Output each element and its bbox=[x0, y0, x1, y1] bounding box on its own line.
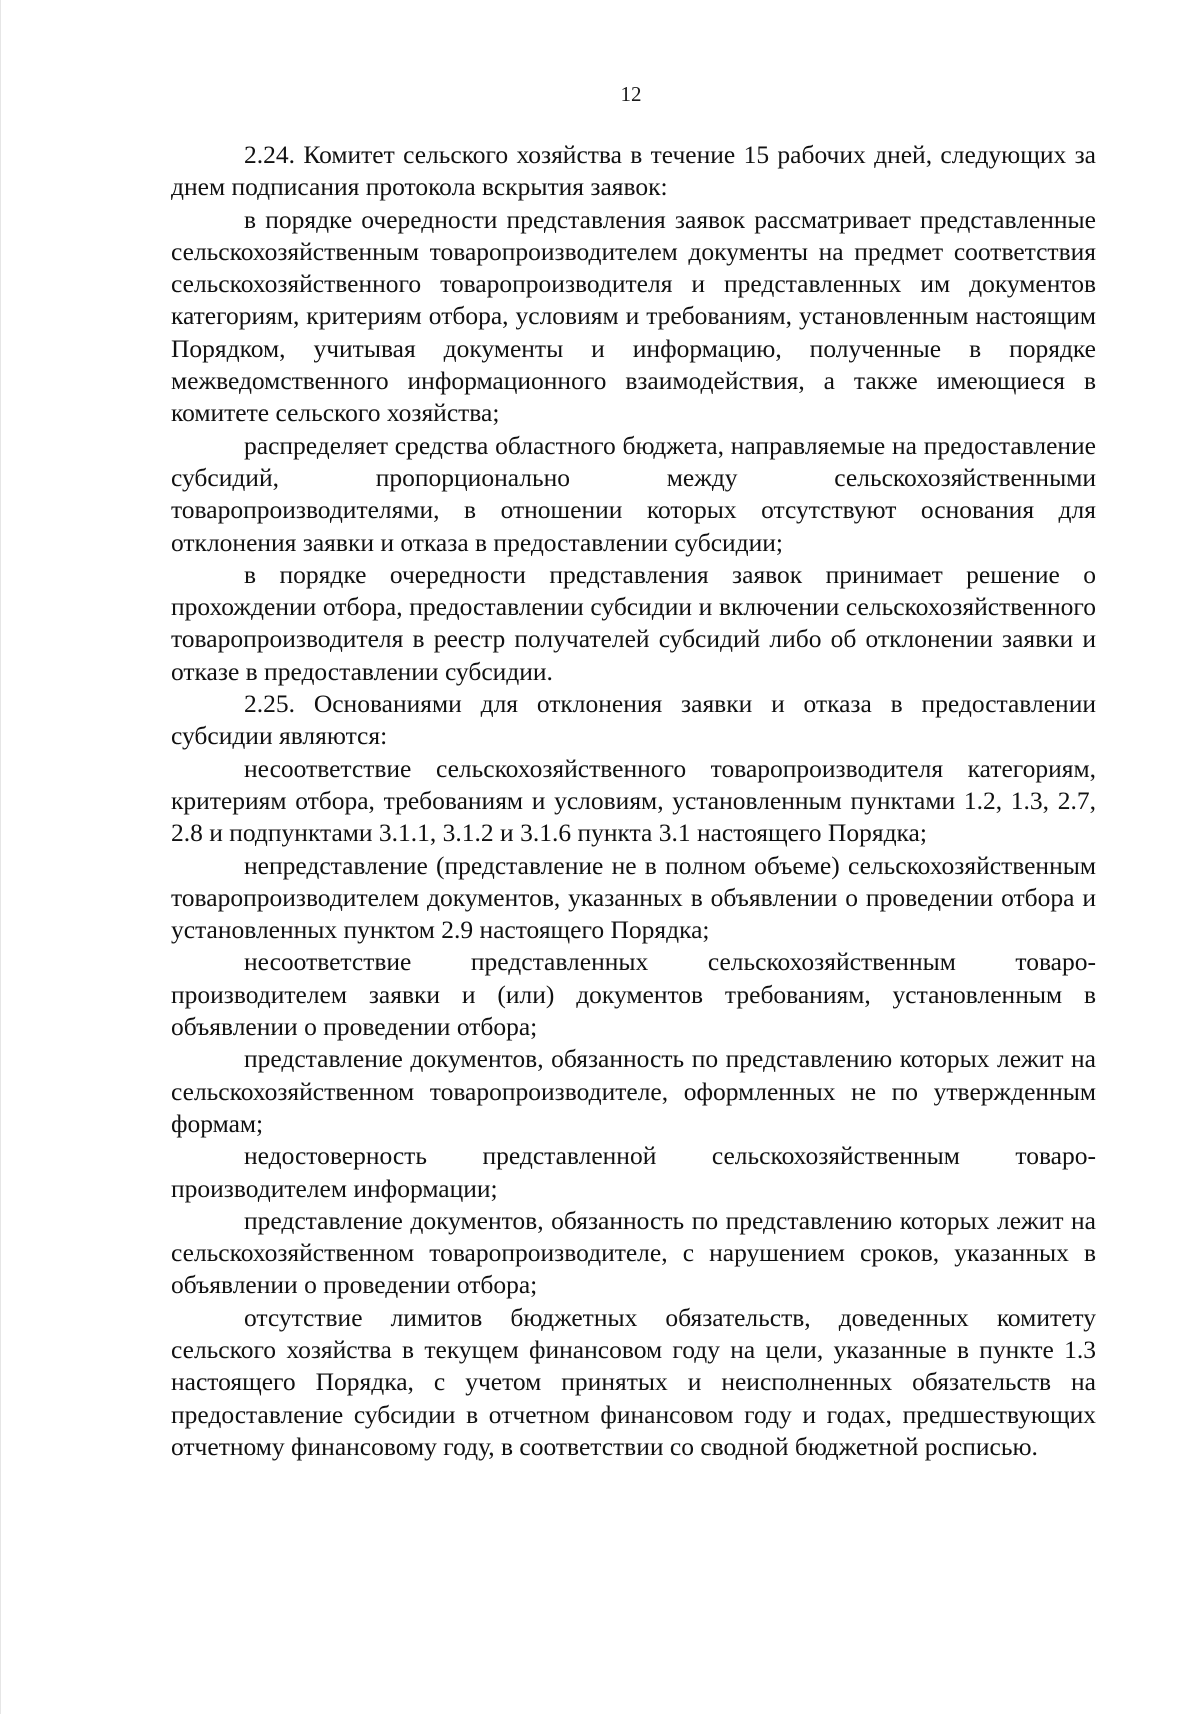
paragraph-ground-missing-documents: непредставление (представление не в полном объеме) сельскохозяйственным товаропроизводителем документов, указанных в объявлении о проведении отбора и установленных пунктом 2.9 настоящего Порядка; bbox=[171, 850, 1096, 945]
paragraph-ground-mismatch-category: несоответствие сельскохозяйственного товаропроизводителя категориям, критериям отбора, требованиям и условиям, установленным пунктами 1.2, 1.3, 2.7, 2.8 и подпунктами 3.1.1, 3.1.2 и 3.1.6 пункта 3.1 настоящего Порядка; bbox=[171, 753, 1096, 848]
paragraph-distribute-funds: распределяет средства областного бюджета, направляемые на предоставление субсидий, пропорционально между сельскохозяйственными товаропроизводителями, в отношении которых отсутствуют основания для отклонения заявки и отказа в предоставлении субсидии; bbox=[171, 430, 1096, 557]
page-number: 12 bbox=[620, 82, 642, 106]
paragraph-2-25: 2.25. Основаниями для отклонения заявки и отказа в предоставлении субсидии являются: bbox=[171, 689, 1096, 751]
paragraph-ground-late-submission: представление документов, обязанность по представлению которых лежит на сельскохозяйственном товаропроизводителе, с нарушением сроков, указанных в объявлении о проведении отбора; bbox=[171, 1205, 1096, 1300]
paragraph-decision: в порядке очередности представления заявок принимает решение о прохождении отбора, предоставлении субсидии и включении сельскохозяйственного товаропроизводителя в реестр получателей субсидий либо об отклонении заявки и отказе в предоставлении субсидии. bbox=[171, 559, 1096, 686]
paragraph-review-documents: в порядке очередности представления заявок рассматривает представленные сельскохозяйственным товаропроизводителем документы на предмет соответствия сельскохозяйственного товаропроизводителя и представленных им документов категориям, критериям отбора, условиям и требованиям, установленным настоящим Порядком, учитывая документы и информацию, полученные в порядке межведомственного информационного взаимодействия, а также имеющиеся в комитете сельского хозяйства; bbox=[171, 204, 1096, 428]
paragraph-ground-no-budget-limits: отсутствие лимитов бюджетных обязательств, доведенных комитету сельского хозяйства в текущем финансовом году на цели, указанные в пункте 1.3 настоящего Порядка, с учетом принятых и неисполненных обязательств на предоставление субсидии в отчетном финансовом году и годах, предшествующих отчетному финансовому году, в соответствии со сводной бюджетной росписью. bbox=[171, 1302, 1096, 1461]
paragraph-ground-wrong-forms: представление документов, обязанность по представлению которых лежит на сельскохозяйственном товаропроизводителе, оформленных не по утвержденным формам; bbox=[171, 1044, 1096, 1138]
paragraph-ground-unreliable-info: недостоверность представленной сельскохозяйственным товаропроизводителем информации; bbox=[171, 1141, 1096, 1203]
paragraph-ground-nonconforming-application: несоответствие представленных сельскохозяйственным товаропроизводителем заявки и (или) документов требованиям, установленным в объявлении о проведении отбора; bbox=[171, 947, 1096, 1042]
paragraph-2-24: 2.24. Комитет сельского хозяйства в течение 15 рабочих дней, следующих за днем подписания протокола вскрытия заявок: bbox=[171, 140, 1096, 202]
document-body bbox=[171, 139, 1096, 1463]
